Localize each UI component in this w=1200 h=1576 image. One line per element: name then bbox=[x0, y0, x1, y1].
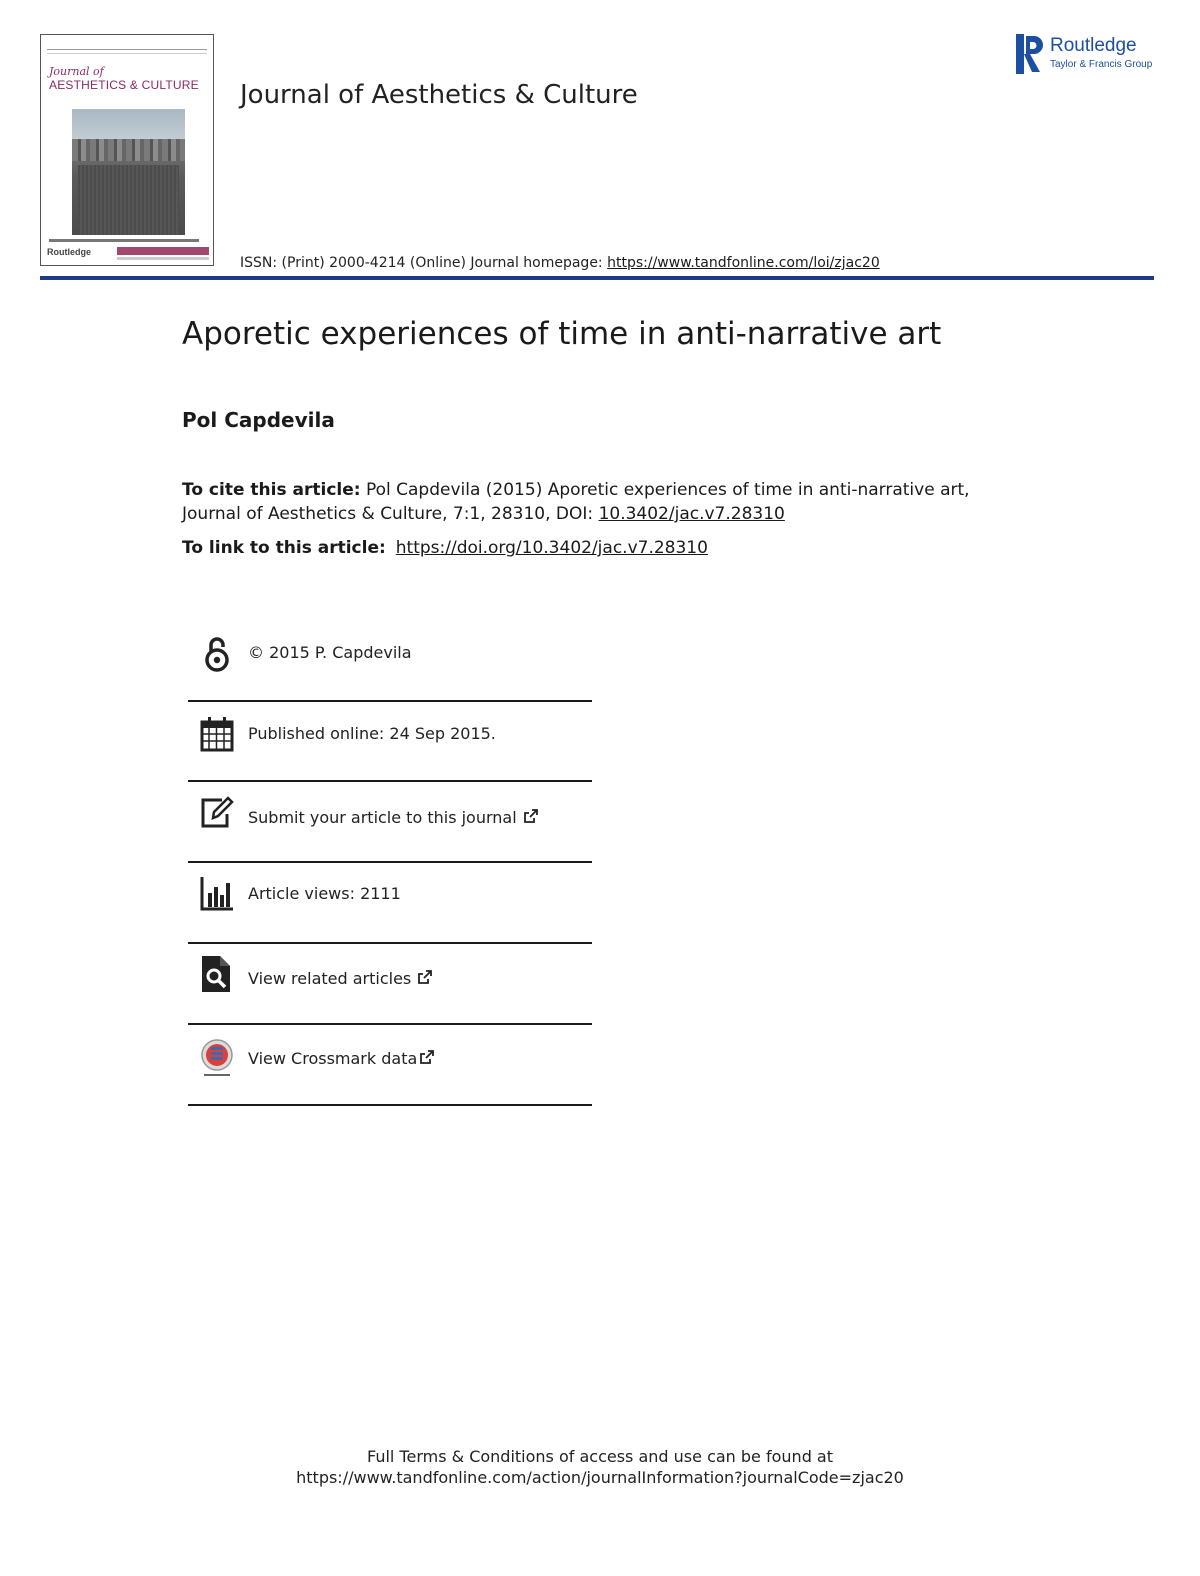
journal-title: Journal of Aesthetics & Culture bbox=[240, 80, 638, 110]
related-articles-link[interactable] bbox=[248, 969, 433, 988]
article-views-row bbox=[188, 865, 592, 945]
publisher-subtitle: Taylor & Francis Group bbox=[1050, 59, 1153, 70]
submit-article-label: Submit your article to this journal bbox=[248, 808, 517, 827]
crossmark-link[interactable] bbox=[248, 1049, 435, 1068]
published-row bbox=[188, 704, 592, 784]
issn-line bbox=[240, 255, 880, 271]
citation-block bbox=[182, 478, 1002, 526]
cover-top-strip bbox=[47, 49, 207, 54]
row-divider bbox=[188, 1023, 592, 1025]
bar-chart-icon bbox=[200, 873, 234, 913]
terms-line: Full Terms & Conditions of access and use can be found at bbox=[366, 1447, 834, 1466]
external-link-icon bbox=[523, 808, 539, 824]
cover-band-secondary bbox=[117, 257, 209, 260]
crossmark-icon bbox=[200, 1037, 234, 1077]
cover-title-line2: AESTHETICS & CULTURE bbox=[49, 78, 199, 92]
copyright-text: © 2015 P. Capdevila bbox=[248, 643, 412, 662]
crossmark-label: View Crossmark data bbox=[248, 1049, 418, 1068]
row-divider bbox=[188, 942, 592, 944]
row-divider bbox=[188, 1104, 592, 1106]
article-title: Aporetic experiences of time in anti-narrative art bbox=[182, 316, 942, 352]
article-views-text: Article views: 2111 bbox=[248, 884, 401, 903]
edit-icon bbox=[200, 794, 234, 834]
header-rule bbox=[40, 276, 1154, 280]
article-author: Pol Capdevila bbox=[182, 408, 335, 432]
cite-text: Pol Capdevila (2015) Aporetic experiences of time in anti-narrative art, Journal of Aesthetics & Culture, 7:1, 28310, DOI: bbox=[182, 480, 970, 524]
article-doi-url-link[interactable]: https://doi.org/10.3402/jac.v7.28310 bbox=[395, 538, 708, 558]
submit-article-row[interactable] bbox=[188, 784, 592, 864]
external-link-icon bbox=[417, 969, 433, 985]
search-document-icon bbox=[200, 954, 234, 994]
open-access-icon bbox=[200, 634, 234, 674]
row-divider bbox=[188, 780, 592, 782]
calendar-icon bbox=[200, 714, 234, 754]
routledge-logo bbox=[1016, 34, 1156, 78]
routledge-r-icon bbox=[1016, 34, 1044, 74]
link-label: To link to this article: bbox=[182, 538, 386, 558]
external-link-icon bbox=[419, 1049, 435, 1065]
related-articles-row[interactable] bbox=[188, 946, 592, 1026]
terms-url[interactable]: https://www.tandfonline.com/action/journalInformation?journalCode=zjac20 bbox=[296, 1468, 904, 1487]
cover-photo bbox=[72, 109, 185, 235]
related-articles-label: View related articles bbox=[248, 969, 412, 988]
row-divider bbox=[188, 861, 592, 863]
cover-band bbox=[117, 247, 209, 255]
journal-homepage-link[interactable]: https://www.tandfonline.com/loi/zjac20 bbox=[607, 255, 880, 271]
article-link-line bbox=[182, 538, 708, 558]
row-divider bbox=[188, 700, 592, 702]
copyright-row bbox=[188, 626, 592, 696]
terms-footer bbox=[0, 1446, 1200, 1488]
cite-label: To cite this article: bbox=[182, 480, 361, 500]
doi-link[interactable]: 10.3402/jac.v7.28310 bbox=[598, 504, 785, 524]
cover-text-line bbox=[49, 239, 199, 242]
issn-text: ISSN: (Print) 2000-4214 (Online) Journal homepage: bbox=[240, 255, 608, 271]
publisher-name: Routledge bbox=[1050, 35, 1137, 56]
cover-title-line1: Journal of bbox=[49, 65, 104, 78]
journal-cover-image bbox=[40, 34, 214, 266]
submit-article-link[interactable] bbox=[248, 808, 539, 827]
crossmark-row[interactable] bbox=[188, 1027, 592, 1107]
cover-publisher-mark: Routledge bbox=[47, 247, 91, 257]
published-date-text: Published online: 24 Sep 2015. bbox=[248, 724, 496, 743]
